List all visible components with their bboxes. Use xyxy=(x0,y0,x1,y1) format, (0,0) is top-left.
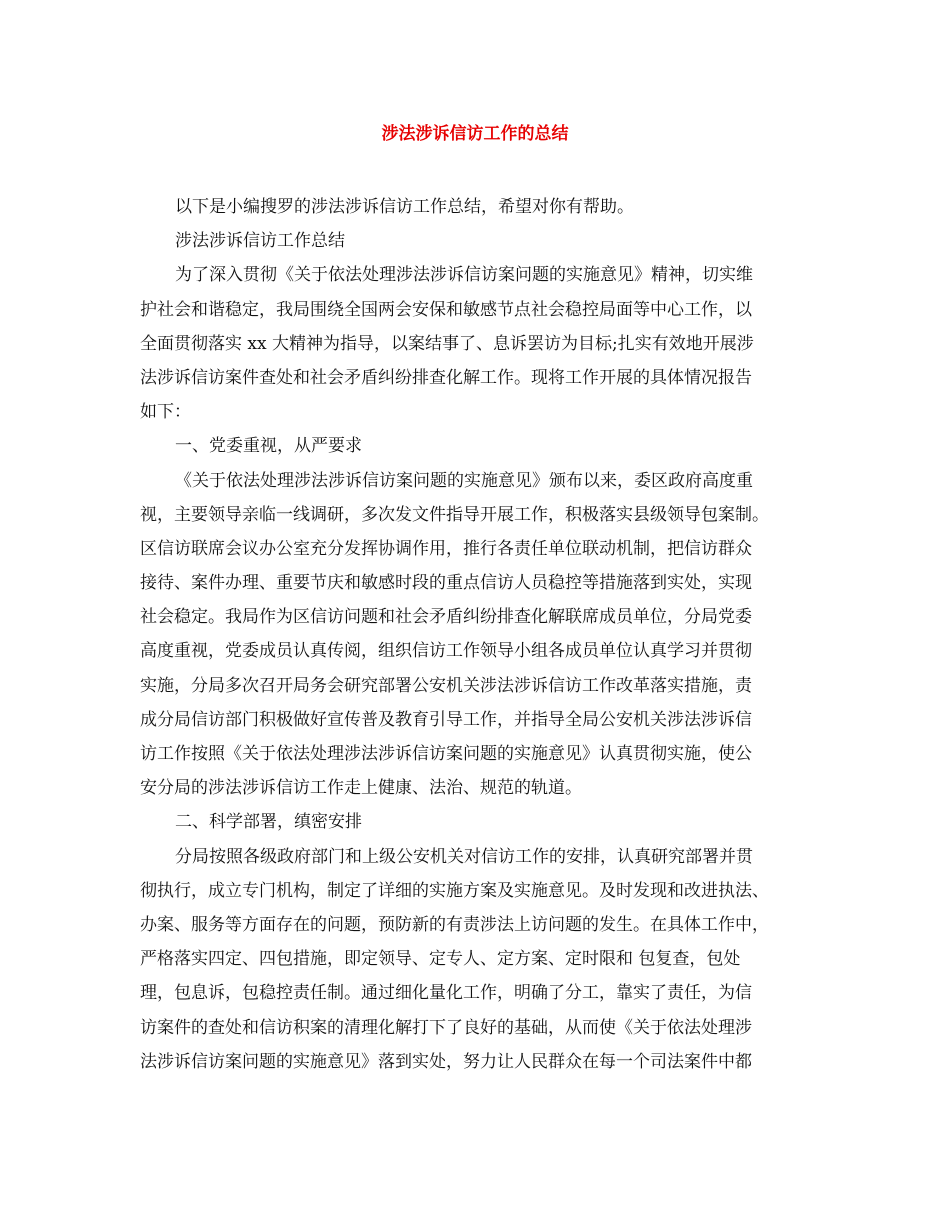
paragraph-line: 如下： xyxy=(140,402,191,423)
paragraph-line: 严格落实四定、四包措施，即定领导、定专人、定方案、定时限和 包复查，包处 xyxy=(140,949,741,970)
paragraph-line: 接待、案件办理、重要节庆和敏感时段的重点信访人员稳控等措施落到实处，实现 xyxy=(140,573,752,594)
paragraph-line: 为了深入贯彻《关于依法处理涉法涉诉信访案问题的实施意见》精神，切实维 xyxy=(175,265,753,286)
paragraph-line: 社会稳定。我局作为区信访问题和社会矛盾纠纷排查化解联席成员单位，分局党委 xyxy=(140,607,752,628)
paragraph-line: 护社会和谐稳定，我局围绕全国两会安保和敏感节点社会稳控局面等中心工作，以 xyxy=(140,299,752,320)
document-title: 涉法涉诉信访工作的总结 xyxy=(381,124,569,144)
paragraph-line: 区信访联席会议办公室充分发挥协调作用，推行各责任单位联动机制，把信访群众 xyxy=(140,538,752,559)
paragraph-line: 法涉诉信访案问题的实施意见》落到实处，努力让人民群众在每一个司法案件中都 xyxy=(140,1051,752,1072)
paragraph-line: 办案、服务等方面存在的问题，预防新的有责涉法上访问题的发生。在具体工作中， xyxy=(140,914,769,935)
paragraph-line: 分局按照各级政府部门和上级公安机关对信访工作的安排，认真研究部署并贯 xyxy=(175,846,753,867)
paragraph-line: 高度重视，党委成员认真传阅，组织信访工作领导小组各成员单位认真学习并贯彻 xyxy=(140,641,752,662)
paragraph-line: 全面贯彻落实 xx 大精神为指导，以案结事了、息诉罢访为目标;扎实有效地开展涉 xyxy=(140,333,754,354)
paragraph-line: 视，主要领导亲临一线调研，多次发文件指导开展工作，积极落实县级领导包案制。 xyxy=(140,504,769,525)
paragraph-line: 涉法涉诉信访工作总结 xyxy=(175,231,345,252)
paragraph-line: 理，包息诉，包稳控责任制。通过细化量化工作，明确了分工，靠实了责任，为信 xyxy=(140,983,752,1004)
paragraph-line: 访案件的查处和信访积案的清理化解打下了良好的基础，从而使《关于依法处理涉 xyxy=(140,1017,752,1038)
paragraph-line: 成分局信访部门积极做好宣传普及教育引导工作，并指导全局公安机关涉法涉诉信 xyxy=(140,709,752,730)
paragraph-line: 安分局的涉法涉诉信访工作走上健康、法治、规范的轨道。 xyxy=(140,778,582,799)
document-body xyxy=(140,190,820,1079)
paragraph-line: 以下是小编搜罗的涉法涉诉信访工作总结，希望对你有帮助。 xyxy=(175,197,634,217)
section-heading: 二、科学部署，缜密安排 xyxy=(175,812,362,833)
paragraph-line: 实施，分局多次召开局务会研究部署公安机关涉法涉诉信访工作改革落实措施，责 xyxy=(140,675,752,696)
section-heading: 一、党委重视，从严要求 xyxy=(175,436,362,457)
paragraph-line: 法涉诉信访案件查处和社会矛盾纠纷排查化解工作。现将工作开展的具体情况报告 xyxy=(140,367,752,388)
paragraph-line: 访工作按照《关于依法处理涉法涉诉信访案问题的实施意见》认真贯彻实施，使公 xyxy=(140,744,752,764)
paragraph-line: 彻执行，成立专门机构，制定了详细的实施方案及实施意见。及时发现和改进执法、 xyxy=(140,880,769,901)
paragraph-line: 《关于依法处理涉法涉诉信访案问题的实施意见》颁布以来，委区政府高度重 xyxy=(175,470,753,491)
